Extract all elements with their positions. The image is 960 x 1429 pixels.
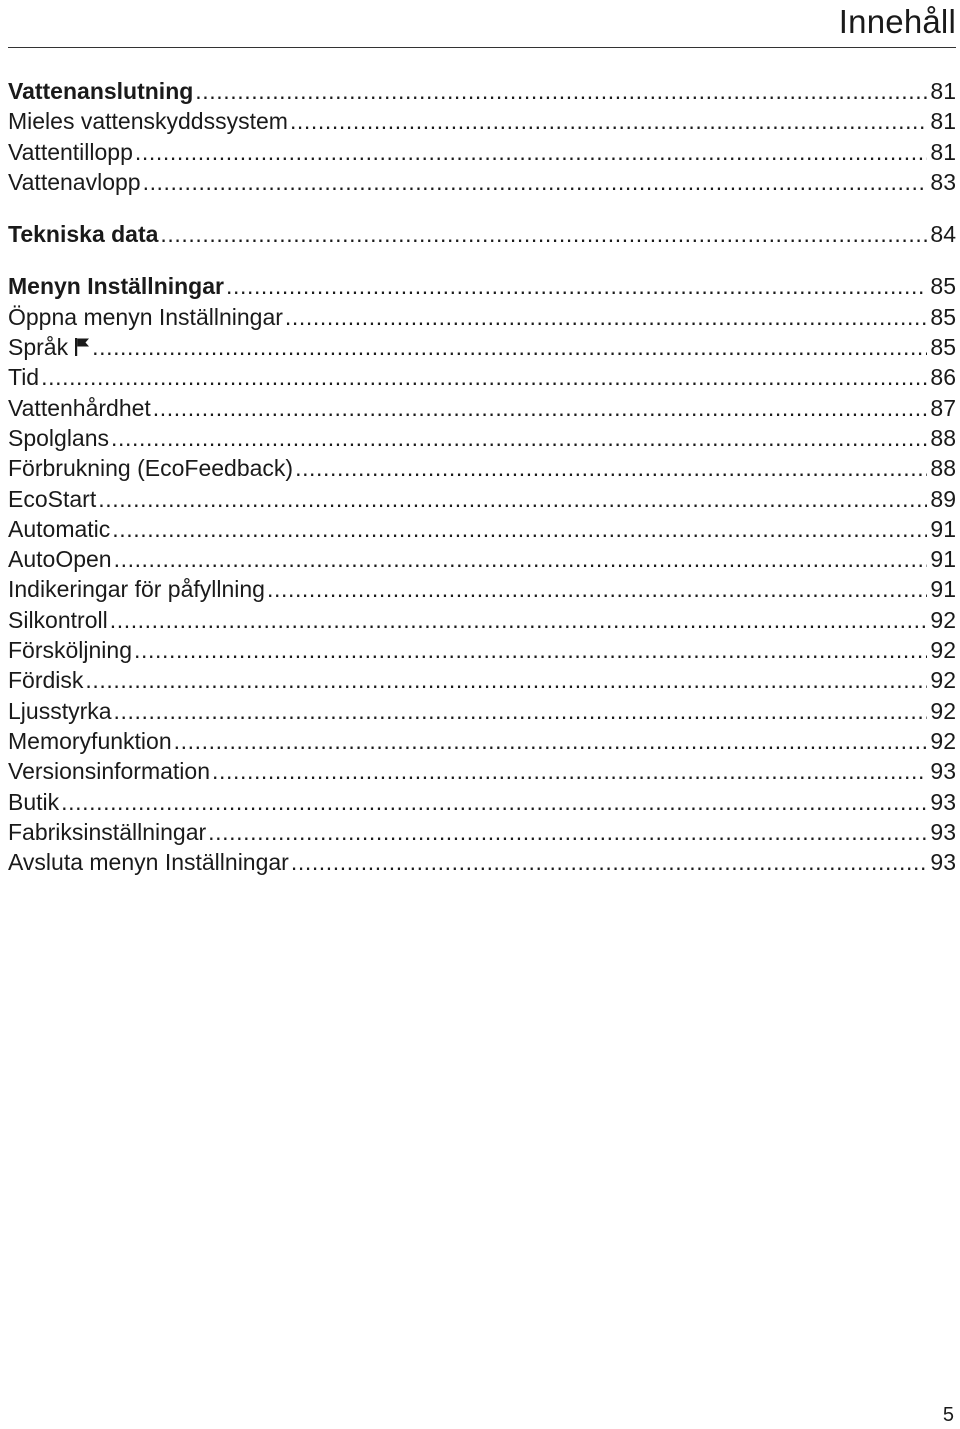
toc-entry[interactable] <box>8 137 956 167</box>
toc-entry-page: 92 <box>930 606 956 633</box>
toc-entry-page: 93 <box>930 849 956 876</box>
dot-leader <box>195 76 927 106</box>
toc-entry-label-text: Avsluta menyn Inställningar <box>8 849 289 876</box>
toc-entry-label-text: Vattenhårdhet <box>8 394 151 421</box>
toc-entry-label <box>8 302 283 332</box>
toc-entry-label <box>8 423 109 453</box>
toc-entry[interactable] <box>8 423 956 453</box>
toc-entry-page: 89 <box>930 485 956 512</box>
toc-entry-label-text: AutoOpen <box>8 546 112 573</box>
toc-entry-label <box>8 271 224 301</box>
toc-entry-label <box>8 484 96 514</box>
toc-entry-label-text: Mieles vattenskyddssystem <box>8 108 288 135</box>
toc-entry-label <box>8 635 132 665</box>
toc-entry-label-text: Tid <box>8 364 40 391</box>
dot-leader <box>114 544 928 574</box>
page-number: 5 <box>942 1404 954 1426</box>
toc-entry-page: 92 <box>930 667 956 694</box>
toc-entry-page: 92 <box>930 727 956 754</box>
dot-leader <box>112 514 927 544</box>
toc-entry[interactable] <box>8 574 956 604</box>
toc-entry[interactable] <box>8 106 956 136</box>
toc-entry[interactable] <box>8 544 956 574</box>
toc-entry[interactable] <box>8 393 956 423</box>
toc-entry-page: 81 <box>930 108 956 135</box>
toc-entry[interactable] <box>8 817 956 847</box>
dot-leader <box>267 574 927 604</box>
toc-entry-label <box>8 332 90 362</box>
toc-entry-label <box>8 453 293 483</box>
header-divider <box>8 47 956 48</box>
toc-entry[interactable] <box>8 484 956 514</box>
toc-entry-page: 88 <box>930 455 956 482</box>
toc-entry[interactable] <box>8 787 956 817</box>
toc-entry[interactable] <box>8 514 956 544</box>
toc-entry-label-text: Ljusstyrka <box>8 697 112 724</box>
toc-entry-label <box>8 574 265 604</box>
table-of-contents <box>8 76 956 877</box>
toc-entry-label-text: Vattenanslutning <box>8 78 194 104</box>
dot-leader <box>295 453 927 483</box>
toc-entry-page: 85 <box>930 303 956 330</box>
toc-entry-label <box>8 696 112 726</box>
toc-entry-page: 81 <box>930 138 956 165</box>
toc-entry-label <box>8 137 133 167</box>
toc-entry[interactable] <box>8 167 956 197</box>
dot-leader <box>134 635 927 665</box>
dot-leader <box>135 137 928 167</box>
toc-entry-label <box>8 106 288 136</box>
toc-entry-label <box>8 362 39 392</box>
toc-entry-label-text: Tekniska data <box>8 221 159 248</box>
toc-entry-page: 81 <box>930 78 956 104</box>
toc-entry[interactable] <box>8 302 956 332</box>
dot-leader <box>226 271 927 301</box>
toc-entry-label <box>8 605 108 635</box>
dot-leader <box>291 847 928 877</box>
dot-leader <box>98 484 927 514</box>
toc-entry-page: 87 <box>930 394 956 421</box>
toc-entry-label <box>8 847 289 877</box>
toc-entry-page: 93 <box>930 788 956 815</box>
toc-entry[interactable] <box>8 362 956 392</box>
toc-entry-label-text: Versionsinformation <box>8 758 210 785</box>
dot-leader <box>61 787 927 817</box>
toc-entry[interactable] <box>8 76 956 106</box>
toc-entry-label-text: Menyn Inställningar <box>8 273 224 300</box>
toc-entry[interactable] <box>8 696 956 726</box>
dot-leader <box>92 332 927 362</box>
toc-entry-label-text: Vattenavlopp <box>8 168 141 195</box>
toc-entry-label <box>8 76 193 106</box>
toc-entry-label-text: Spolglans <box>8 424 110 451</box>
toc-entry-label <box>8 787 59 817</box>
toc-entry-label <box>8 756 210 786</box>
toc-entry[interactable] <box>8 756 956 786</box>
toc-entry-label-text: Automatic <box>8 515 111 542</box>
toc-entry-page: 92 <box>930 697 956 724</box>
dot-leader <box>153 393 928 423</box>
dot-leader <box>212 756 927 786</box>
toc-entry[interactable] <box>8 635 956 665</box>
toc-entry-label <box>8 544 112 574</box>
toc-entry-page: 85 <box>930 334 956 361</box>
dot-leader <box>160 219 927 249</box>
dot-leader <box>41 362 927 392</box>
toc-entry-label <box>8 817 206 847</box>
toc-entry[interactable] <box>8 847 956 877</box>
dot-leader <box>110 605 928 635</box>
toc-entry-label-text: Butik <box>8 788 60 815</box>
toc-entry-page: 93 <box>930 818 956 845</box>
toc-entry-label-text: Språk <box>8 334 69 361</box>
dot-leader <box>111 423 927 453</box>
toc-entry[interactable] <box>8 605 956 635</box>
toc-entry-label-text: Förbrukning (EcoFeedback) <box>8 455 294 482</box>
toc-entry-label-text: EcoStart <box>8 485 97 512</box>
toc-entry-label-text: Silkontroll <box>8 606 108 633</box>
toc-entry[interactable] <box>8 453 956 483</box>
toc-entry-label <box>8 393 151 423</box>
toc-entry[interactable] <box>8 726 956 756</box>
dot-leader <box>174 726 928 756</box>
dot-leader <box>290 106 927 136</box>
toc-entry-page: 86 <box>930 364 956 391</box>
dot-leader <box>114 696 928 726</box>
toc-entry-label-text: Vattentillopp <box>8 138 133 165</box>
toc-entry[interactable] <box>8 332 956 362</box>
toc-entry-label <box>8 167 141 197</box>
toc-entry-page: 92 <box>930 637 956 664</box>
toc-entry-page: 88 <box>930 424 956 451</box>
dot-leader <box>208 817 927 847</box>
toc-entry-label <box>8 726 172 756</box>
toc-entry-label-text: Fabriksinställningar <box>8 818 207 845</box>
dot-leader <box>85 665 927 695</box>
toc-entry-page: 91 <box>930 576 956 603</box>
page-title: Innehåll <box>838 3 956 40</box>
toc-entry-label-text: Indikeringar för påfyllning <box>8 576 265 603</box>
flag-icon <box>74 334 90 354</box>
toc-group <box>8 271 956 877</box>
toc-entry[interactable] <box>8 219 956 249</box>
toc-entry-label <box>8 514 110 544</box>
toc-group <box>8 219 956 249</box>
toc-entry-page: 84 <box>930 221 956 248</box>
toc-entry-label-text: Memoryfunktion <box>8 727 172 754</box>
toc-entry-page: 93 <box>930 758 956 785</box>
toc-entry-page: 91 <box>930 546 956 573</box>
toc-entry[interactable] <box>8 665 956 695</box>
toc-entry-label <box>8 665 83 695</box>
toc-entry[interactable] <box>8 271 956 301</box>
dot-leader <box>143 167 928 197</box>
toc-entry-label-text: Fördisk <box>8 667 84 694</box>
dot-leader <box>285 302 928 332</box>
toc-entry-page: 91 <box>930 515 956 542</box>
toc-entry-page: 85 <box>930 273 956 300</box>
toc-entry-label-text: Försköljning <box>8 637 132 664</box>
toc-entry-label-text: Öppna menyn Inställningar <box>8 303 283 330</box>
toc-entry-label <box>8 219 158 249</box>
toc-group <box>8 76 956 197</box>
toc-entry-page: 83 <box>930 168 956 195</box>
